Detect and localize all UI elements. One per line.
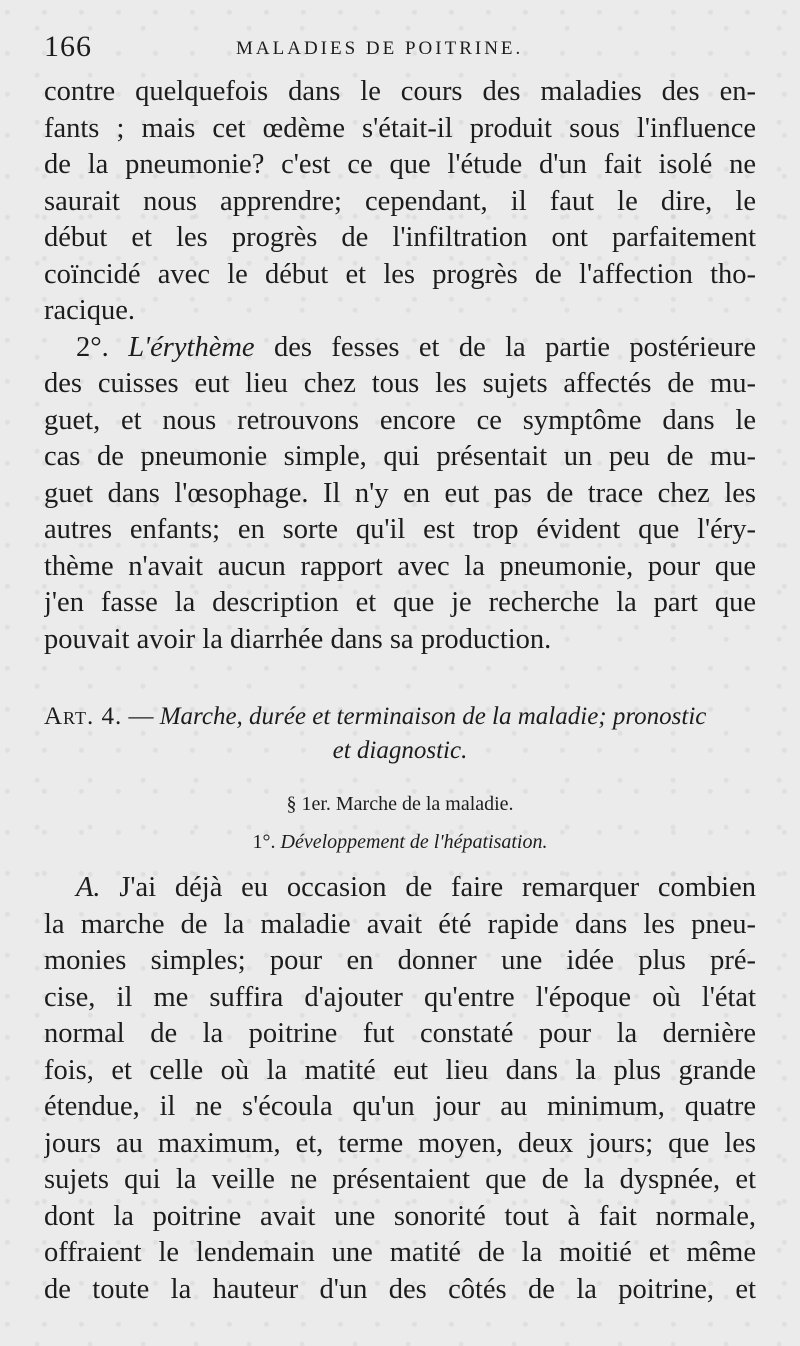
section-mark: § 1er. — [286, 793, 336, 815]
section-heading — [44, 790, 756, 818]
text-line: de toute la hauteur d'un des côtés de la poitrine, et — [44, 1273, 756, 1305]
page-number: 166 — [44, 30, 92, 63]
paragraph-number: 2°. — [76, 331, 129, 363]
text-line: autres enfants; en sorte qu'il est trop évident que l'éry- — [44, 514, 756, 545]
text-line: j'en fasse la description et que je recherche la part que — [44, 587, 756, 618]
text-line: pouvait avoir la diarrhée dans sa production. — [44, 623, 552, 655]
paragraph-marker: A. — [76, 872, 101, 903]
text-line: des cuisses eut lieu chez tous les sujets affectés de mu- — [44, 368, 756, 399]
text-line: la marche de la maladie avait été rapide dans les pneu- — [44, 908, 756, 940]
text-line: dont la poitrine avait une sonorité tout à fait normale, — [44, 1200, 756, 1232]
article-heading — [44, 700, 756, 768]
subsection-title: Développement de l'hépatisation. — [280, 831, 548, 853]
paragraph-2-first-line — [44, 330, 756, 367]
text-line: jours au maximum, et, terme moyen, deux jours; que les — [44, 1127, 756, 1159]
text-line: cise, il me suffira d'ajouter qu'entre l'époque où l'état — [44, 981, 756, 1013]
text-line: étendue, il ne s'écoula qu'un jour au minimum, quatre — [44, 1091, 756, 1122]
article-title-line-2: et diagnostic. — [332, 737, 468, 764]
text-line: offraient le lendemain une matité de la moitié et même — [44, 1237, 756, 1268]
article-label: Art. 4. — [44, 703, 123, 730]
text-line: de la pneumonie? c'est ce que l'étude d'un fait isolé ne — [44, 149, 756, 180]
text-line: fants ; mais cet œdème s'était-il produit sous l'influence — [44, 112, 756, 144]
text-line: coïncidé avec le début et les progrès de l'affection tho- — [44, 258, 756, 290]
text-line: normal de la poitrine fut constaté pour la dernière — [44, 1018, 756, 1049]
page-header — [44, 30, 756, 70]
text-line: monies simples; pour en donner une idée plus pré- — [44, 945, 756, 976]
paragraph-first-line — [44, 870, 756, 907]
subsection-number: 1°. — [252, 831, 281, 853]
text-line: guet dans l'œsophage. Il n'y en eut pas de trace chez les — [44, 477, 756, 509]
text-line: guet, et nous retrouvons encore ce symptôme dans le — [44, 404, 756, 436]
article-title: Marche, durée et terminaison de la maladie; pronostic — [159, 703, 707, 730]
subsection-heading — [44, 828, 756, 856]
text-line: contre quelquefois dans le cours des maladies des en- — [44, 76, 756, 107]
running-head: MALADIES DE POITRINE. — [236, 38, 524, 59]
text-line: racique. — [44, 295, 135, 326]
text-line: thème n'avait aucun rapport avec la pneumonie, pour que — [44, 550, 756, 582]
text-span: des fesses et de la partie postérieure — [254, 331, 756, 363]
paragraph-block-2 — [44, 870, 756, 1308]
text-span: J'ai déjà eu occasion de faire remarquer combien — [100, 872, 756, 903]
section-title: Marche de la maladie. — [335, 793, 514, 815]
text-line: fois, et celle où la matité eut lieu dans la plus grande — [44, 1054, 756, 1086]
article-dash: — — [122, 703, 160, 730]
text-line: cas de pneumonie simple, qui présentait un peu de mu- — [44, 441, 756, 472]
paragraph-block-1 — [44, 74, 756, 658]
text-line: début et les progrès de l'infiltration ont parfaitement — [44, 222, 756, 253]
text-line: saurait nous apprendre; cependant, il faut le dire, le — [44, 185, 756, 217]
italic-term: L'érythème — [128, 331, 255, 363]
article-heading-line-1 — [44, 700, 756, 734]
text-line: sujets qui la veille ne présentaient que de la dyspnée, et — [44, 1164, 756, 1195]
